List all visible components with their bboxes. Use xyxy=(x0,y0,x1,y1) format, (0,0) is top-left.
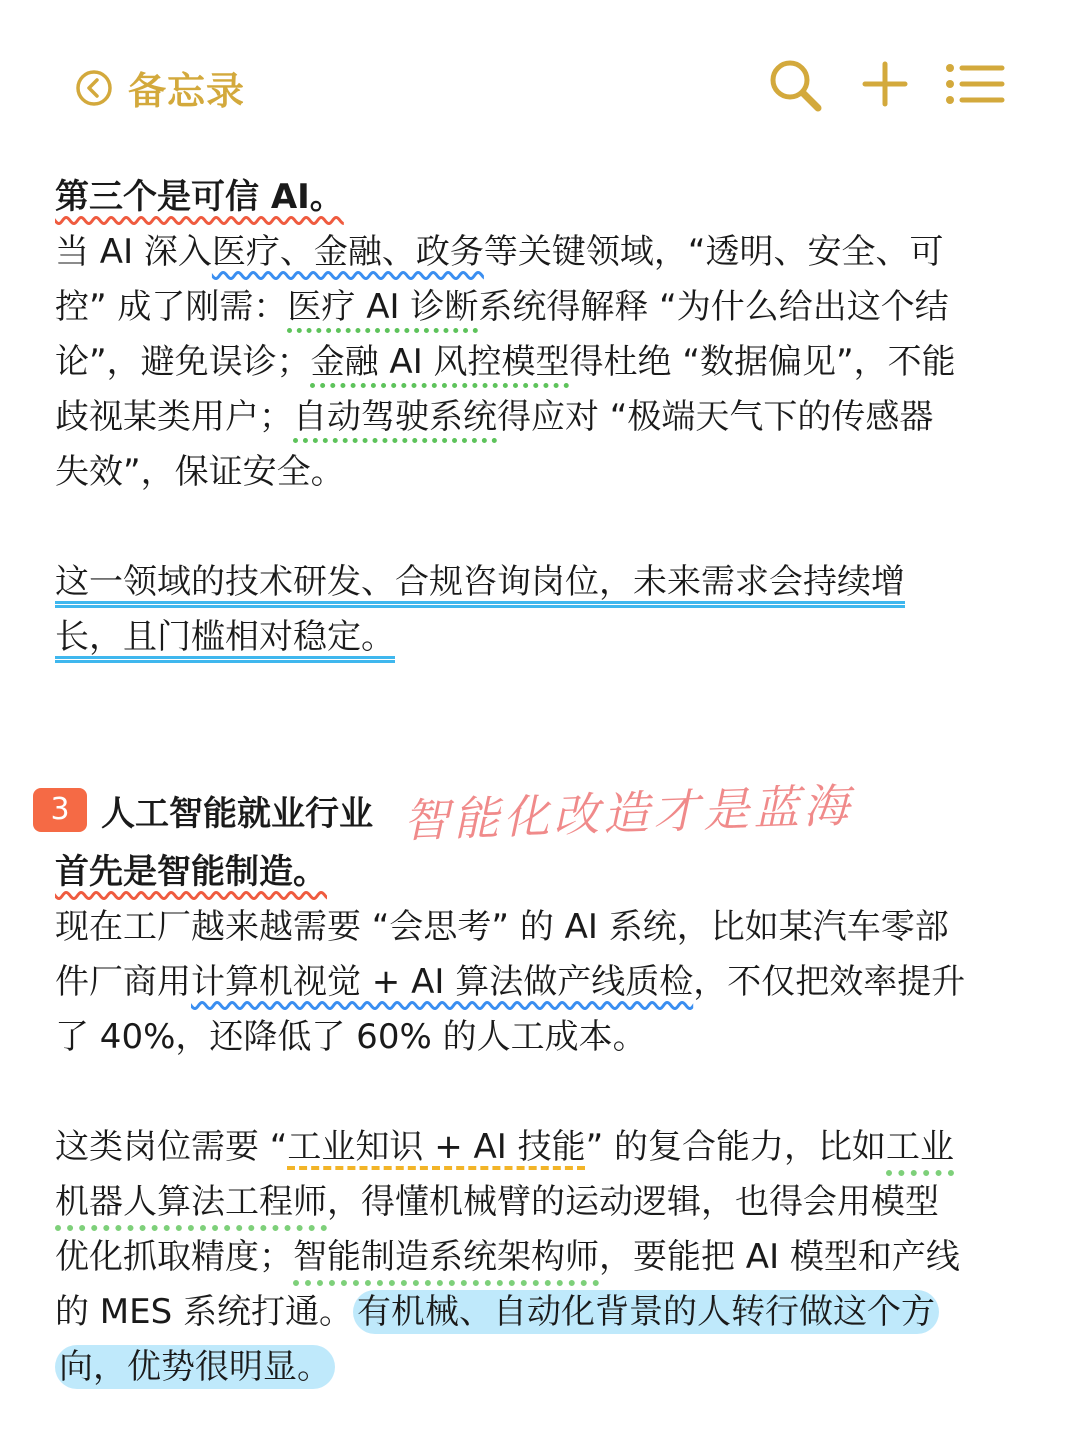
underlined-span: 智能制造系统架构师 xyxy=(293,1237,599,1277)
underlined-span: 医疗 AI 诊断 xyxy=(287,287,479,327)
list-menu-button[interactable] xyxy=(944,56,1006,116)
underlined-span: 这一领域的技术研发、合规咨询岗位，未来需求会持续增 xyxy=(55,562,905,602)
text-span: ，不仅把效率提升 xyxy=(693,962,966,1002)
back-button[interactable] xyxy=(74,60,245,115)
paragraph-heading xyxy=(55,170,1035,225)
chevron-left-icon xyxy=(74,68,114,108)
text-line xyxy=(55,445,1035,500)
underlined-span: 机器人算法工程师 xyxy=(55,1182,327,1222)
search-icon xyxy=(766,56,824,114)
section-number-badge: 3 xyxy=(33,788,87,832)
underlined-span: 金融 AI 风控模型 xyxy=(310,342,570,382)
underlined-span: 自动驾驶系统 xyxy=(293,397,497,437)
text-line xyxy=(55,1230,1035,1285)
underlined-span: 长，且门槛相对稳定。 xyxy=(55,617,395,657)
highlighted-span: 有机械、自动化背景的人转行做这个方 xyxy=(353,1290,939,1334)
text-line xyxy=(55,1120,1035,1175)
text-span: 的 MES 系统打通。 xyxy=(55,1292,354,1332)
text-span: 等关键领域，“透明、安全、可 xyxy=(483,232,944,272)
text-span: 失效”，保证安全。 xyxy=(55,452,345,492)
highlighted-span: 向，优势很明显。 xyxy=(55,1345,335,1389)
search-button[interactable] xyxy=(766,56,824,118)
text-line xyxy=(55,955,1035,1010)
text-line xyxy=(55,1175,1035,1230)
text-span: 控” 成了刚需： xyxy=(55,287,288,327)
underlined-span: 计算机视觉 + AI 算法做产线质检 xyxy=(191,962,694,1002)
top-bar xyxy=(0,0,1080,170)
note-content[interactable] xyxy=(50,170,1035,1395)
text-span: 得杜绝 “数据偏见”，不能 xyxy=(569,342,956,382)
section-title: 人工智能就业行业 xyxy=(101,793,373,834)
underlined-span: 医疗、金融、政务 xyxy=(211,232,484,272)
text-line xyxy=(55,280,1035,335)
app-title: 备忘录 xyxy=(128,69,246,113)
heading-text: 首先是智能制造。 xyxy=(55,852,327,892)
text-span: 系统得解释 “为什么给出这个结 xyxy=(478,287,949,327)
add-note-button[interactable] xyxy=(860,56,910,116)
text-line xyxy=(55,555,1035,610)
text-line xyxy=(55,1340,1035,1395)
text-span: ，要能把 AI 模型和产线 xyxy=(599,1237,960,1277)
list-menu-icon xyxy=(944,56,1006,112)
underlined-span: 工业知识 + AI 技能 xyxy=(287,1127,586,1167)
text-span: 件厂商用 xyxy=(55,962,191,1002)
text-span: 了 40%，还降低了 60% 的人工成本。 xyxy=(55,1017,647,1057)
text-span: 现在工厂越来越需要 “会思考” 的 AI 系统，比如某汽车零部 xyxy=(55,907,949,947)
text-span: ” 的复合能力，比如 xyxy=(585,1127,887,1167)
text-line xyxy=(55,900,1035,955)
text-line xyxy=(55,335,1035,390)
underlined-span: 工业 xyxy=(886,1127,955,1167)
text-span: 这类岗位需要 “ xyxy=(55,1127,288,1167)
text-line xyxy=(55,225,1035,280)
paragraph-heading xyxy=(55,845,1035,900)
handwritten-annotation: 智能化改造才是蓝海 xyxy=(402,778,854,848)
text-span: 论”，避免误诊； xyxy=(55,342,311,382)
plus-icon xyxy=(860,56,910,112)
text-span: ，得懂机械臂的运动逻辑，也得会用模型 xyxy=(327,1182,939,1222)
text-span: 当 AI 深入 xyxy=(55,232,212,272)
text-span: 优化抓取精度； xyxy=(55,1237,293,1277)
text-line xyxy=(55,390,1035,445)
text-line xyxy=(55,1010,1035,1065)
text-span: 得应对 “极端天气下的传感器 xyxy=(497,397,934,437)
heading-text: 第三个是可信 AI。 xyxy=(55,177,344,217)
text-line xyxy=(55,1285,1035,1340)
text-span: 歧视某类用户； xyxy=(55,397,293,437)
text-line xyxy=(55,610,1035,665)
section-header xyxy=(33,775,1035,848)
